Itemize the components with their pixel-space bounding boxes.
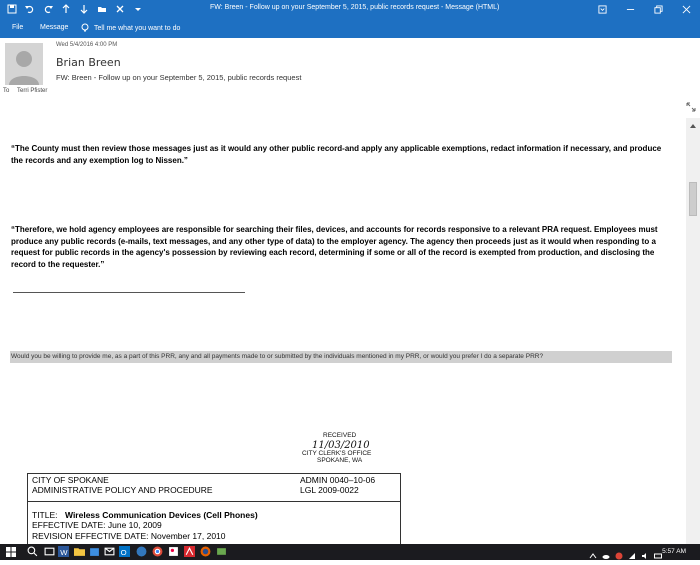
customize-icon[interactable]	[130, 2, 146, 16]
policy-divider	[27, 501, 401, 502]
quote-paragraph-1: “The County must then review those messages just as it would any other public record-and apply any applicable exemptions, redact information if necessary, and produce the records and any exemption log to Nissen.”	[11, 144, 662, 165]
tell-me-box[interactable]	[80, 23, 180, 33]
policy-lgl-number: LGL 2009-0022	[300, 485, 359, 495]
menu-message[interactable]: Message	[40, 24, 69, 31]
quick-access-toolbar	[4, 2, 146, 16]
close-icon[interactable]	[672, 0, 700, 18]
outlook-icon[interactable]	[119, 546, 130, 557]
volume-icon[interactable]	[641, 547, 649, 555]
title-bar	[0, 0, 700, 18]
folder-icon[interactable]	[94, 2, 110, 16]
tell-me-text: Tell me what you want to do	[94, 24, 181, 32]
edge-browser-icon[interactable]	[136, 546, 147, 557]
message-date: Wed 5/4/2016 4:00 PM	[56, 42, 118, 48]
clock[interactable]: 5:57 AM	[662, 548, 686, 555]
word-icon[interactable]	[58, 546, 69, 557]
onedrive-icon[interactable]	[602, 547, 610, 555]
redo-icon[interactable]	[40, 2, 56, 16]
to-label: To	[3, 88, 10, 94]
email-icon[interactable]	[104, 546, 115, 557]
stamp-office: CITY CLERK'S OFFICE	[302, 450, 372, 457]
acrobat-icon[interactable]	[184, 546, 195, 557]
stamp-date: 11/03/2010	[312, 440, 370, 451]
store-icon[interactable]	[89, 546, 100, 557]
stamp-city: SPOKANE, WA	[317, 457, 363, 464]
policy-heading: ADMINISTRATIVE POLICY AND PROCEDURE	[32, 485, 213, 495]
policy-admin-number: ADMIN 0040–10-06	[300, 475, 376, 485]
paint-icon[interactable]	[168, 546, 179, 557]
received-stamp	[300, 432, 380, 472]
menu-file[interactable]: File	[12, 24, 24, 31]
down-arrow-icon[interactable]	[76, 2, 92, 16]
recipient[interactable]: Terri Pfister	[17, 88, 48, 94]
windows-start-icon[interactable]	[6, 547, 16, 557]
taskbar	[0, 544, 700, 560]
save-icon[interactable]	[4, 2, 20, 16]
svg-text:O: O	[120, 547, 127, 557]
scroll-up-icon[interactable]	[689, 122, 697, 130]
minimize-icon[interactable]	[616, 0, 644, 18]
quote-paragraph-2: “Therefore, we hold agency employees are responsible for searching their files, devices, and accounts for records responsive to a relevant PRA request. Employees must produce any public records (e-mails, text messages, and any other type of data) to the employer agency. The agency then proceeds just as it would when responding to a request for public records in the agency's possession by reviewing each record, determining if some or all of the record is exempted from production, and disclosing the record to the requester.”	[11, 225, 658, 269]
policy-title-label: TITLE:	[32, 510, 58, 520]
file-explorer-icon[interactable]	[74, 546, 85, 557]
expand-header-icon[interactable]	[686, 102, 696, 112]
policy-city: CITY OF SPOKANE	[32, 475, 109, 485]
svg-text:W: W	[60, 547, 68, 557]
message-body	[0, 118, 686, 544]
avatar	[5, 43, 43, 85]
window-controls	[588, 0, 700, 18]
up-arrow-icon[interactable]	[58, 2, 74, 16]
task-view-icon[interactable]	[44, 546, 55, 557]
menu-bar	[0, 18, 700, 38]
policy-effective-date: EFFECTIVE DATE: June 10, 2009	[32, 520, 162, 530]
system-tray	[589, 547, 662, 555]
highlighted-question: Would you be willing to provide me, as a part of this PRR, any and all payments made to or submitted by the individuals mentioned in my PRR, or would you prefer I do a separate PRR?	[10, 351, 672, 363]
delete-icon[interactable]	[112, 2, 128, 16]
ribbon-display-icon[interactable]	[588, 0, 616, 18]
lightbulb-icon	[80, 23, 90, 33]
firefox-icon[interactable]	[200, 546, 211, 557]
scroll-thumb[interactable]	[689, 182, 697, 216]
undo-icon[interactable]	[22, 2, 38, 16]
person-placeholder-icon	[5, 43, 43, 85]
photos-icon[interactable]	[216, 546, 227, 557]
stamp-received: RECEIVED	[323, 432, 357, 439]
message-subject: FW: Breen - Follow up on your September 5, 2015, public records request	[56, 73, 302, 82]
keyboard-icon[interactable]	[654, 547, 662, 555]
separator-line	[13, 292, 245, 293]
sender-name[interactable]: Brian Breen	[56, 56, 121, 69]
network-icon[interactable]	[628, 547, 636, 555]
policy-revision-date: REVISION EFFECTIVE DATE: November 17, 2010	[32, 531, 226, 541]
search-icon[interactable]	[27, 546, 38, 557]
chrome-icon[interactable]	[152, 546, 163, 557]
restore-icon[interactable]	[644, 0, 672, 18]
notification-up-icon[interactable]	[589, 547, 597, 555]
chrome-tray-icon[interactable]	[615, 547, 623, 555]
window-title: FW: Breen - Follow up on your September 5, 2015, public records request - Message (HTML)	[210, 4, 500, 11]
policy-title-value: Wireless Communication Devices (Cell Phones)	[65, 510, 258, 520]
